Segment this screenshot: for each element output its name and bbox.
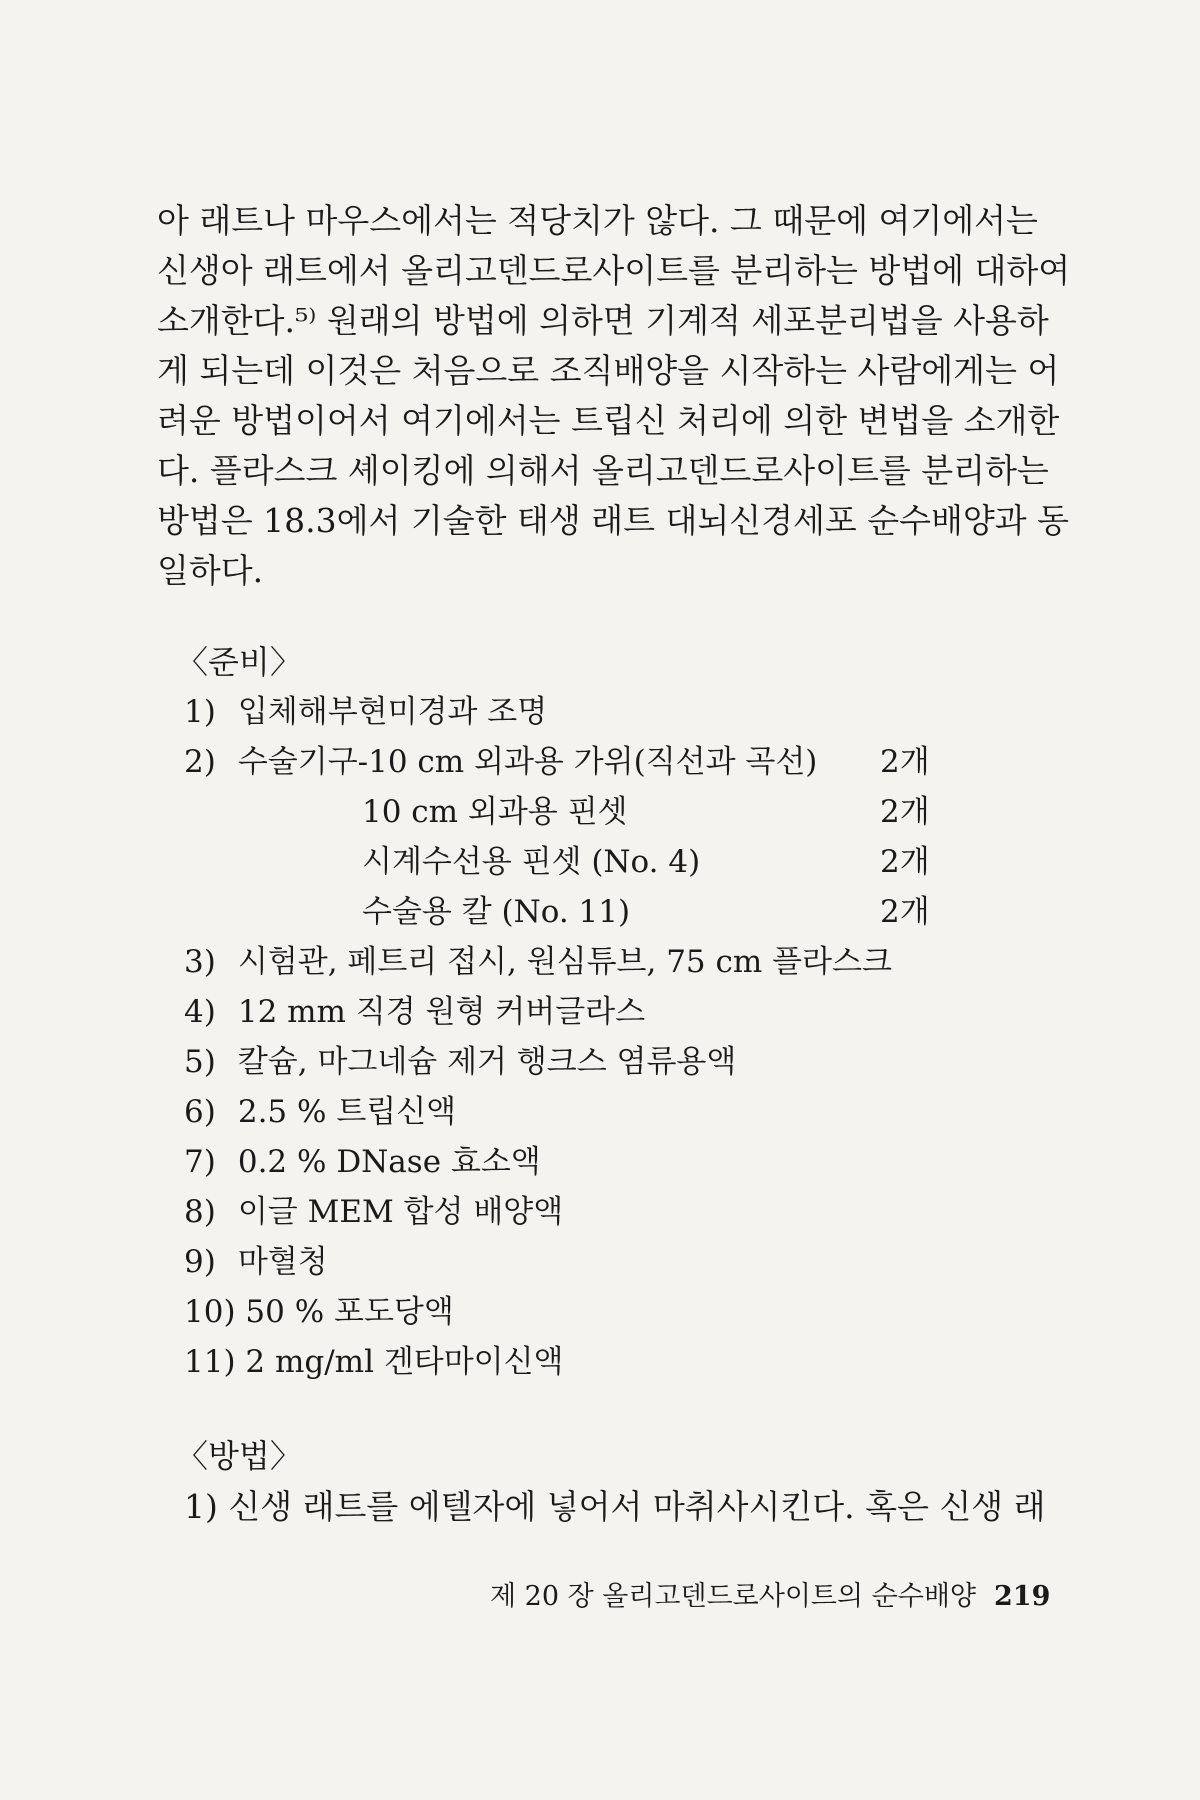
- item-number: 10): [184, 1294, 236, 1330]
- item-text: 0.2 % DNase 효소액: [237, 1144, 541, 1180]
- item-number: 4): [184, 994, 216, 1030]
- item-text: 이글 MEM 합성 배양액: [237, 1194, 564, 1230]
- method-step-1: 1) 신생 래트를 에텔자에 넣어서 마취사시킨다. 혹은 신생 래: [184, 1487, 1046, 1526]
- item-text: 입체해부현미경과 조명: [237, 694, 548, 730]
- page-footer: [490, 1577, 1050, 1617]
- prep-item-2: [184, 738, 817, 786]
- page-number: 219: [994, 1581, 1051, 1612]
- item-text: 2.5 % 트립신액: [237, 1094, 457, 1130]
- prep-item-3: [184, 938, 892, 986]
- prep-item-10: [184, 1288, 454, 1336]
- prep-item-5: [184, 1038, 736, 1086]
- item-number: 2): [184, 744, 216, 780]
- prep-item-4: [184, 988, 645, 1036]
- item-number: 7): [184, 1144, 216, 1180]
- item-number: 1): [184, 694, 216, 730]
- paragraph-line: 다. 플라스크 셰이킹에 의해서 올리고덴드로사이트를 분리하는: [157, 451, 1049, 490]
- item-number: 6): [184, 1094, 216, 1130]
- instrument-name: 수술용 칼 (No. 11): [362, 894, 631, 930]
- paragraph-line: 신생아 래트에서 올리고덴드로사이트를 분리하는 방법에 대하여: [157, 251, 1071, 290]
- prep-item-7: [184, 1138, 541, 1186]
- instrument-qty: 2개: [880, 794, 930, 830]
- prep-item-9: [184, 1238, 328, 1286]
- item-text: 칼슘, 마그네슘 제거 행크스 염류용액: [237, 1044, 737, 1080]
- paragraph-line: 일하다.: [157, 551, 264, 590]
- item-number: 9): [184, 1244, 216, 1280]
- paragraph-line: 소개한다.⁵⁾ 원래의 방법에 의하면 기계적 세포분리법을 사용하: [157, 301, 1049, 340]
- instrument-qty: 2개: [880, 894, 930, 930]
- item-text: 시험관, 페트리 접시, 원심튜브, 75 cm 플라스크: [237, 944, 892, 980]
- item-text: 12 mm 직경 원형 커버글라스: [237, 994, 646, 1030]
- preparation-heading: 〈준비〉: [176, 643, 302, 681]
- item-text: 50 % 포도당액: [245, 1294, 454, 1330]
- prep-item-6: [184, 1088, 456, 1136]
- paragraph-line: 방법은 18.3에서 기술한 태생 래트 대뇌신경세포 순수배양과 동: [157, 501, 1069, 540]
- instrument-name: 10 cm 외과용 핀셋: [362, 794, 628, 830]
- chapter-title: 제 20 장 올리고덴드로사이트의 순수배양: [490, 1581, 976, 1612]
- instrument-name: 시계수선용 핀셋 (No. 4): [362, 844, 701, 880]
- paragraph-line: 아 래트나 마우스에서는 적당치가 않다. 그 때문에 여기에서는: [157, 201, 1038, 240]
- prep-item-1: [184, 688, 547, 736]
- item-number: 5): [184, 1044, 216, 1080]
- instrument-qty: 2개: [880, 744, 930, 780]
- prep-item-8: [184, 1188, 563, 1236]
- paragraph-line: 려운 방법이어서 여기에서는 트립신 처리에 의한 변법을 소개한: [157, 401, 1060, 440]
- item-number: 8): [184, 1194, 216, 1230]
- item-number: 3): [184, 944, 216, 980]
- item-text: 2 mg/ml 겐타마이신액: [245, 1344, 564, 1380]
- item-number: 11): [184, 1344, 236, 1380]
- paragraph-line: 게 되는데 이것은 처음으로 조직배양을 시작하는 사람에게는 어: [157, 351, 1060, 390]
- method-heading: 〈방법〉: [176, 1437, 302, 1475]
- item-text: 마혈청: [237, 1244, 328, 1280]
- item-text: 수술기구-10 cm 외과용 가위(직선과 곡선): [237, 744, 818, 780]
- prep-item-11: [184, 1338, 564, 1386]
- instrument-qty: 2개: [880, 844, 930, 880]
